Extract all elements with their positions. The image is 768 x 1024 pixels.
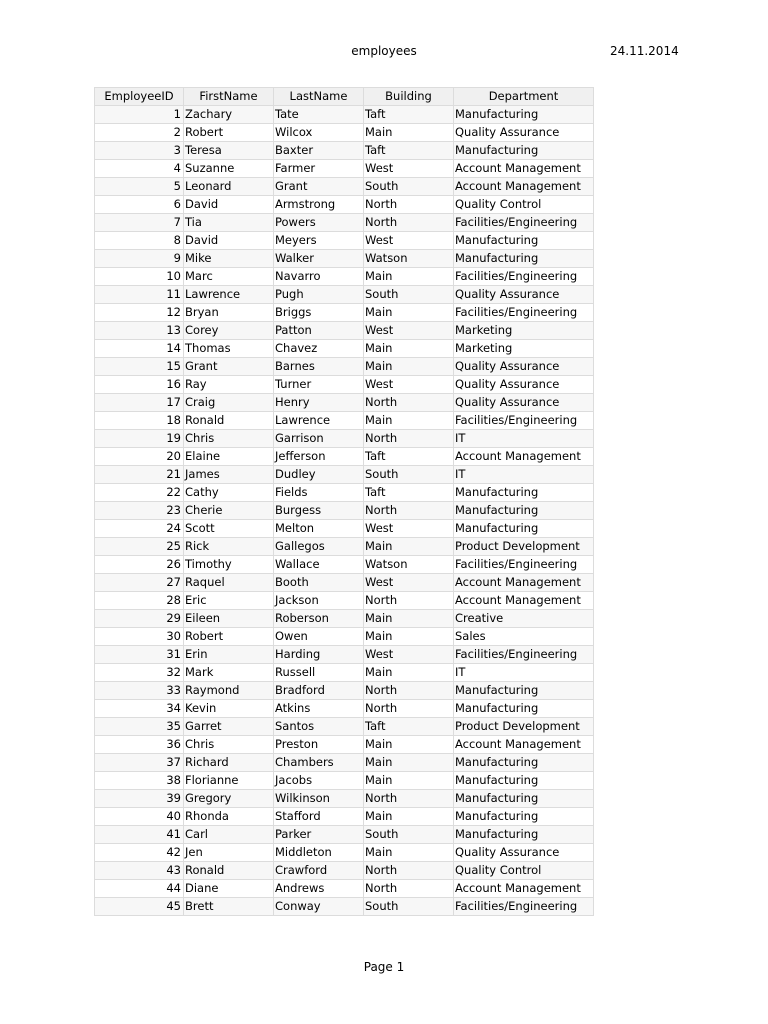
- cell-first-name: Lawrence: [184, 286, 274, 304]
- cell-employee-id: 23: [95, 502, 184, 520]
- cell-department: Manufacturing: [454, 754, 594, 772]
- cell-building: North: [364, 214, 454, 232]
- cell-building: South: [364, 898, 454, 916]
- table-row: [95, 466, 594, 484]
- table-row: [95, 718, 594, 736]
- cell-last-name: Tate: [274, 106, 364, 124]
- table-row: [95, 520, 594, 538]
- cell-last-name: Baxter: [274, 142, 364, 160]
- table-row: [95, 178, 594, 196]
- cell-employee-id: 9: [95, 250, 184, 268]
- cell-first-name: Robert: [184, 628, 274, 646]
- cell-department: Manufacturing: [454, 502, 594, 520]
- table-row: [95, 268, 594, 286]
- cell-department: Manufacturing: [454, 700, 594, 718]
- cell-department: IT: [454, 430, 594, 448]
- cell-building: Taft: [364, 106, 454, 124]
- column-header-employeeid: EmployeeID: [95, 88, 184, 106]
- cell-department: Marketing: [454, 322, 594, 340]
- cell-employee-id: 19: [95, 430, 184, 448]
- cell-employee-id: 1: [95, 106, 184, 124]
- cell-department: Account Management: [454, 448, 594, 466]
- cell-building: North: [364, 880, 454, 898]
- cell-first-name: Corey: [184, 322, 274, 340]
- page-number: Page 1: [363, 960, 405, 974]
- cell-building: Taft: [364, 484, 454, 502]
- cell-first-name: Ray: [184, 376, 274, 394]
- cell-first-name: Raquel: [184, 574, 274, 592]
- column-header-firstname: FirstName: [184, 88, 274, 106]
- cell-department: Facilities/Engineering: [454, 268, 594, 286]
- cell-department: Account Management: [454, 592, 594, 610]
- cell-first-name: Marc: [184, 268, 274, 286]
- employees-table: [94, 87, 594, 916]
- table-row: [95, 214, 594, 232]
- cell-first-name: Eileen: [184, 610, 274, 628]
- cell-last-name: Powers: [274, 214, 364, 232]
- cell-last-name: Roberson: [274, 610, 364, 628]
- cell-building: North: [364, 682, 454, 700]
- cell-employee-id: 13: [95, 322, 184, 340]
- cell-building: South: [364, 286, 454, 304]
- cell-first-name: David: [184, 232, 274, 250]
- cell-first-name: Robert: [184, 124, 274, 142]
- cell-employee-id: 30: [95, 628, 184, 646]
- cell-building: Main: [364, 412, 454, 430]
- cell-employee-id: 8: [95, 232, 184, 250]
- cell-first-name: Rhonda: [184, 808, 274, 826]
- cell-department: Account Management: [454, 178, 594, 196]
- cell-first-name: James: [184, 466, 274, 484]
- cell-last-name: Barnes: [274, 358, 364, 376]
- cell-employee-id: 6: [95, 196, 184, 214]
- table-row: [95, 880, 594, 898]
- cell-department: Quality Control: [454, 196, 594, 214]
- cell-employee-id: 5: [95, 178, 184, 196]
- cell-employee-id: 29: [95, 610, 184, 628]
- cell-building: West: [364, 232, 454, 250]
- table-row: [95, 700, 594, 718]
- cell-last-name: Chambers: [274, 754, 364, 772]
- table-row: [95, 142, 594, 160]
- table-row: [95, 250, 594, 268]
- cell-employee-id: 4: [95, 160, 184, 178]
- table-row: [95, 160, 594, 178]
- cell-building: West: [364, 646, 454, 664]
- cell-employee-id: 24: [95, 520, 184, 538]
- cell-last-name: Chavez: [274, 340, 364, 358]
- cell-department: Manufacturing: [454, 808, 594, 826]
- cell-department: IT: [454, 466, 594, 484]
- print-date: 24.11.2014: [610, 44, 679, 58]
- cell-first-name: Scott: [184, 520, 274, 538]
- cell-employee-id: 41: [95, 826, 184, 844]
- cell-department: Manufacturing: [454, 772, 594, 790]
- column-header-lastname: LastName: [274, 88, 364, 106]
- cell-last-name: Turner: [274, 376, 364, 394]
- cell-last-name: Crawford: [274, 862, 364, 880]
- cell-department: Quality Assurance: [454, 394, 594, 412]
- table-row: [95, 754, 594, 772]
- cell-building: West: [364, 160, 454, 178]
- cell-department: Quality Assurance: [454, 358, 594, 376]
- cell-building: Main: [364, 610, 454, 628]
- table-row: [95, 592, 594, 610]
- cell-first-name: Diane: [184, 880, 274, 898]
- cell-employee-id: 3: [95, 142, 184, 160]
- cell-department: Facilities/Engineering: [454, 898, 594, 916]
- cell-building: Main: [364, 124, 454, 142]
- cell-employee-id: 35: [95, 718, 184, 736]
- cell-building: North: [364, 862, 454, 880]
- cell-building: Main: [364, 664, 454, 682]
- cell-employee-id: 22: [95, 484, 184, 502]
- cell-building: Main: [364, 304, 454, 322]
- cell-employee-id: 7: [95, 214, 184, 232]
- table-row: [95, 808, 594, 826]
- cell-department: Marketing: [454, 340, 594, 358]
- cell-last-name: Melton: [274, 520, 364, 538]
- cell-first-name: Chris: [184, 430, 274, 448]
- cell-employee-id: 36: [95, 736, 184, 754]
- cell-first-name: Bryan: [184, 304, 274, 322]
- cell-employee-id: 33: [95, 682, 184, 700]
- cell-employee-id: 12: [95, 304, 184, 322]
- table-row: [95, 826, 594, 844]
- cell-last-name: Stafford: [274, 808, 364, 826]
- cell-last-name: Russell: [274, 664, 364, 682]
- cell-last-name: Henry: [274, 394, 364, 412]
- cell-first-name: David: [184, 196, 274, 214]
- cell-first-name: Cathy: [184, 484, 274, 502]
- cell-building: South: [364, 178, 454, 196]
- cell-last-name: Armstrong: [274, 196, 364, 214]
- table-row: [95, 538, 594, 556]
- cell-first-name: Eric: [184, 592, 274, 610]
- cell-employee-id: 37: [95, 754, 184, 772]
- table-row: [95, 412, 594, 430]
- table-row: [95, 394, 594, 412]
- cell-first-name: Florianne: [184, 772, 274, 790]
- cell-last-name: Farmer: [274, 160, 364, 178]
- cell-last-name: Jackson: [274, 592, 364, 610]
- cell-last-name: Conway: [274, 898, 364, 916]
- table-row: [95, 898, 594, 916]
- cell-first-name: Erin: [184, 646, 274, 664]
- cell-building: North: [364, 196, 454, 214]
- cell-building: Main: [364, 628, 454, 646]
- cell-employee-id: 15: [95, 358, 184, 376]
- column-header-department: Department: [454, 88, 594, 106]
- cell-last-name: Owen: [274, 628, 364, 646]
- cell-last-name: Middleton: [274, 844, 364, 862]
- cell-last-name: Gallegos: [274, 538, 364, 556]
- cell-last-name: Wilcox: [274, 124, 364, 142]
- cell-employee-id: 18: [95, 412, 184, 430]
- page-title: employees: [351, 44, 417, 58]
- cell-employee-id: 10: [95, 268, 184, 286]
- cell-first-name: Garret: [184, 718, 274, 736]
- cell-first-name: Craig: [184, 394, 274, 412]
- table-row: [95, 628, 594, 646]
- cell-first-name: Rick: [184, 538, 274, 556]
- table-row: [95, 664, 594, 682]
- cell-building: Taft: [364, 142, 454, 160]
- table-row: [95, 682, 594, 700]
- cell-employee-id: 28: [95, 592, 184, 610]
- cell-building: Watson: [364, 556, 454, 574]
- cell-first-name: Elaine: [184, 448, 274, 466]
- cell-building: Main: [364, 538, 454, 556]
- cell-last-name: Lawrence: [274, 412, 364, 430]
- table-row: [95, 772, 594, 790]
- cell-department: Manufacturing: [454, 682, 594, 700]
- cell-first-name: Leonard: [184, 178, 274, 196]
- cell-building: West: [364, 322, 454, 340]
- cell-employee-id: 26: [95, 556, 184, 574]
- cell-department: Account Management: [454, 160, 594, 178]
- cell-employee-id: 21: [95, 466, 184, 484]
- cell-department: Facilities/Engineering: [454, 646, 594, 664]
- cell-employee-id: 20: [95, 448, 184, 466]
- cell-building: North: [364, 430, 454, 448]
- table-row: [95, 322, 594, 340]
- cell-last-name: Fields: [274, 484, 364, 502]
- table-row: [95, 124, 594, 142]
- cell-last-name: Meyers: [274, 232, 364, 250]
- cell-first-name: Ronald: [184, 862, 274, 880]
- table-row: [95, 574, 594, 592]
- cell-department: Account Management: [454, 736, 594, 754]
- cell-department: Manufacturing: [454, 484, 594, 502]
- cell-last-name: Burgess: [274, 502, 364, 520]
- table-row: [95, 790, 594, 808]
- cell-department: Sales: [454, 628, 594, 646]
- cell-employee-id: 34: [95, 700, 184, 718]
- cell-building: North: [364, 592, 454, 610]
- cell-building: West: [364, 574, 454, 592]
- table-row: [95, 556, 594, 574]
- cell-first-name: Richard: [184, 754, 274, 772]
- cell-employee-id: 27: [95, 574, 184, 592]
- cell-department: Manufacturing: [454, 250, 594, 268]
- cell-department: Manufacturing: [454, 142, 594, 160]
- cell-department: Facilities/Engineering: [454, 214, 594, 232]
- cell-building: North: [364, 700, 454, 718]
- cell-employee-id: 17: [95, 394, 184, 412]
- table-row: [95, 646, 594, 664]
- table-row: [95, 286, 594, 304]
- cell-first-name: Cherie: [184, 502, 274, 520]
- cell-building: Main: [364, 844, 454, 862]
- cell-first-name: Brett: [184, 898, 274, 916]
- cell-last-name: Bradford: [274, 682, 364, 700]
- cell-department: Quality Assurance: [454, 844, 594, 862]
- cell-first-name: Ronald: [184, 412, 274, 430]
- table-row: [95, 376, 594, 394]
- cell-department: IT: [454, 664, 594, 682]
- cell-building: Taft: [364, 448, 454, 466]
- cell-employee-id: 11: [95, 286, 184, 304]
- table-row: [95, 304, 594, 322]
- cell-department: Facilities/Engineering: [454, 556, 594, 574]
- cell-last-name: Harding: [274, 646, 364, 664]
- cell-building: Main: [364, 736, 454, 754]
- cell-building: Watson: [364, 250, 454, 268]
- cell-department: Quality Assurance: [454, 124, 594, 142]
- cell-employee-id: 45: [95, 898, 184, 916]
- cell-department: Quality Control: [454, 862, 594, 880]
- cell-building: North: [364, 394, 454, 412]
- cell-first-name: Grant: [184, 358, 274, 376]
- cell-last-name: Navarro: [274, 268, 364, 286]
- cell-last-name: Dudley: [274, 466, 364, 484]
- cell-employee-id: 43: [95, 862, 184, 880]
- cell-first-name: Tia: [184, 214, 274, 232]
- cell-last-name: Walker: [274, 250, 364, 268]
- cell-building: Main: [364, 808, 454, 826]
- cell-employee-id: 25: [95, 538, 184, 556]
- cell-last-name: Santos: [274, 718, 364, 736]
- cell-employee-id: 16: [95, 376, 184, 394]
- table-row: [95, 736, 594, 754]
- cell-building: North: [364, 790, 454, 808]
- cell-first-name: Jen: [184, 844, 274, 862]
- cell-first-name: Suzanne: [184, 160, 274, 178]
- table-row: [95, 358, 594, 376]
- cell-department: Quality Assurance: [454, 376, 594, 394]
- cell-department: Manufacturing: [454, 106, 594, 124]
- cell-last-name: Atkins: [274, 700, 364, 718]
- cell-department: Manufacturing: [454, 826, 594, 844]
- cell-last-name: Briggs: [274, 304, 364, 322]
- cell-employee-id: 32: [95, 664, 184, 682]
- cell-last-name: Andrews: [274, 880, 364, 898]
- cell-last-name: Jacobs: [274, 772, 364, 790]
- cell-building: South: [364, 826, 454, 844]
- table-row: [95, 196, 594, 214]
- cell-first-name: Mark: [184, 664, 274, 682]
- cell-first-name: Timothy: [184, 556, 274, 574]
- cell-employee-id: 39: [95, 790, 184, 808]
- cell-last-name: Wallace: [274, 556, 364, 574]
- cell-last-name: Jefferson: [274, 448, 364, 466]
- cell-last-name: Pugh: [274, 286, 364, 304]
- cell-last-name: Booth: [274, 574, 364, 592]
- cell-department: Account Management: [454, 574, 594, 592]
- cell-department: Manufacturing: [454, 520, 594, 538]
- cell-first-name: Mike: [184, 250, 274, 268]
- header-row: [95, 88, 594, 106]
- cell-building: Main: [364, 340, 454, 358]
- cell-first-name: Gregory: [184, 790, 274, 808]
- cell-employee-id: 14: [95, 340, 184, 358]
- cell-first-name: Kevin: [184, 700, 274, 718]
- cell-last-name: Garrison: [274, 430, 364, 448]
- cell-employee-id: 40: [95, 808, 184, 826]
- table-row: [95, 106, 594, 124]
- table-row: [95, 862, 594, 880]
- cell-building: Main: [364, 358, 454, 376]
- cell-employee-id: 31: [95, 646, 184, 664]
- cell-department: Manufacturing: [454, 232, 594, 250]
- cell-building: West: [364, 376, 454, 394]
- cell-last-name: Patton: [274, 322, 364, 340]
- table-row: [95, 484, 594, 502]
- cell-building: North: [364, 502, 454, 520]
- cell-first-name: Teresa: [184, 142, 274, 160]
- table-row: [95, 502, 594, 520]
- cell-building: Main: [364, 754, 454, 772]
- cell-department: Facilities/Engineering: [454, 304, 594, 322]
- cell-employee-id: 42: [95, 844, 184, 862]
- cell-building: South: [364, 466, 454, 484]
- table-row: [95, 232, 594, 250]
- cell-department: Creative: [454, 610, 594, 628]
- cell-department: Account Management: [454, 880, 594, 898]
- cell-last-name: Wilkinson: [274, 790, 364, 808]
- cell-first-name: Chris: [184, 736, 274, 754]
- cell-department: Manufacturing: [454, 790, 594, 808]
- cell-building: West: [364, 520, 454, 538]
- table-row: [95, 844, 594, 862]
- cell-building: Taft: [364, 718, 454, 736]
- cell-first-name: Carl: [184, 826, 274, 844]
- table-row: [95, 610, 594, 628]
- cell-building: Main: [364, 772, 454, 790]
- cell-building: Main: [364, 268, 454, 286]
- cell-department: Quality Assurance: [454, 286, 594, 304]
- cell-last-name: Parker: [274, 826, 364, 844]
- cell-first-name: Zachary: [184, 106, 274, 124]
- cell-last-name: Preston: [274, 736, 364, 754]
- cell-department: Facilities/Engineering: [454, 412, 594, 430]
- table-row: [95, 448, 594, 466]
- cell-employee-id: 38: [95, 772, 184, 790]
- cell-department: Product Development: [454, 538, 594, 556]
- table-body: [95, 106, 594, 916]
- cell-last-name: Grant: [274, 178, 364, 196]
- cell-employee-id: 2: [95, 124, 184, 142]
- column-header-building: Building: [364, 88, 454, 106]
- cell-first-name: Thomas: [184, 340, 274, 358]
- cell-first-name: Raymond: [184, 682, 274, 700]
- cell-employee-id: 44: [95, 880, 184, 898]
- cell-department: Product Development: [454, 718, 594, 736]
- table-row: [95, 430, 594, 448]
- table-row: [95, 340, 594, 358]
